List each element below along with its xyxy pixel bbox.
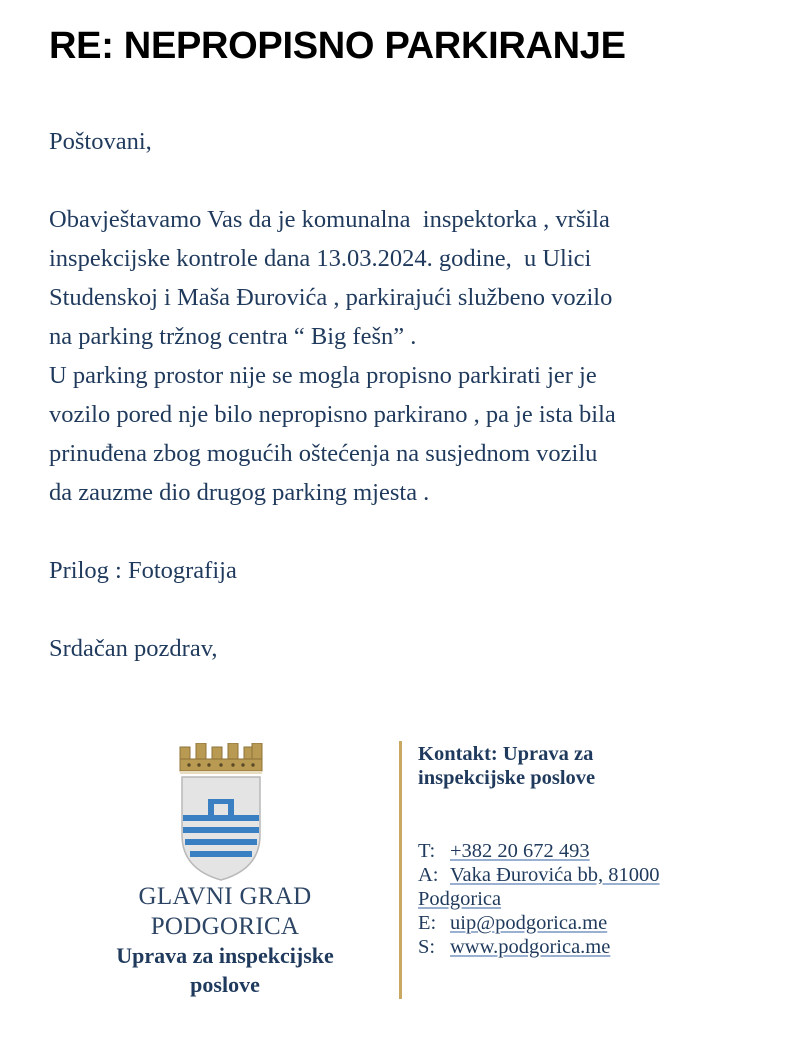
address-label: A: bbox=[418, 864, 439, 886]
contact-address-row bbox=[418, 863, 758, 887]
contact-title bbox=[418, 742, 748, 790]
podgorica-coat-of-arms-icon bbox=[178, 743, 264, 883]
signature-logo-block bbox=[60, 740, 390, 1000]
address-link-continued[interactable]: Podgorica bbox=[418, 888, 502, 910]
email-body bbox=[49, 122, 769, 668]
city-name-line: PODGORICA bbox=[150, 913, 300, 940]
message-line: na parking tržnog centra “ Big fešn” . bbox=[49, 323, 417, 350]
message-line: vozilo pored nje bilo nepropisno parkirano , pa je ista bila bbox=[49, 401, 616, 428]
attachment-note: Prilog : Fotografija bbox=[49, 557, 237, 584]
phone-link[interactable]: +382 20 672 493 bbox=[450, 840, 590, 862]
email-signature bbox=[60, 740, 760, 1000]
contact-email-row bbox=[418, 911, 758, 935]
contact-address-row-2 bbox=[418, 887, 758, 911]
spacer bbox=[49, 161, 769, 200]
message-paragraph bbox=[49, 200, 769, 512]
contact-site-row bbox=[418, 935, 758, 959]
city-name-line: GLAVNI GRAD bbox=[138, 883, 312, 910]
spacer bbox=[49, 590, 769, 629]
email-link[interactable]: uip@podgorica.me bbox=[450, 912, 608, 934]
address-link[interactable]: Vaka Đurovića bb, 81000 bbox=[450, 864, 660, 886]
site-label: S: bbox=[418, 936, 436, 958]
contact-phone-row bbox=[418, 839, 758, 863]
email-label: E: bbox=[418, 912, 437, 934]
message-line: prinuđena zbog mogućih oštećenja na susjednom vozilu bbox=[49, 440, 598, 467]
message-line: inspekcijske kontrole dana 13.03.2024. godine, u Ulici bbox=[49, 245, 592, 272]
website-link[interactable]: www.podgorica.me bbox=[450, 936, 611, 958]
department-name-line: poslove bbox=[190, 972, 260, 997]
email-subject: RE: NEPROPISNO PARKIRANJE bbox=[49, 25, 626, 67]
spacer bbox=[49, 512, 769, 551]
contact-title-line: Kontakt: Uprava za bbox=[418, 743, 594, 765]
message-line: da zauzme dio drugog parking mjesta . bbox=[49, 479, 430, 506]
greeting: Poštovani, bbox=[49, 128, 152, 155]
message-line: Obavještavamo Vas da je komunalna inspektorka , vršila bbox=[49, 206, 610, 233]
message-line: U parking prostor nije se mogla propisno parkirati jer je bbox=[49, 362, 597, 389]
message-line: Studenskoj i Maša Đurovića , parkirajući službeno vozilo bbox=[49, 284, 613, 311]
department-name-line: Uprava za inspekcijske bbox=[116, 943, 334, 968]
contact-details bbox=[418, 839, 758, 959]
closing: Srdačan pozdrav, bbox=[49, 635, 218, 662]
signature-divider bbox=[399, 741, 402, 999]
contact-title-line: inspekcijske poslove bbox=[418, 767, 596, 789]
phone-label: T: bbox=[418, 840, 436, 862]
